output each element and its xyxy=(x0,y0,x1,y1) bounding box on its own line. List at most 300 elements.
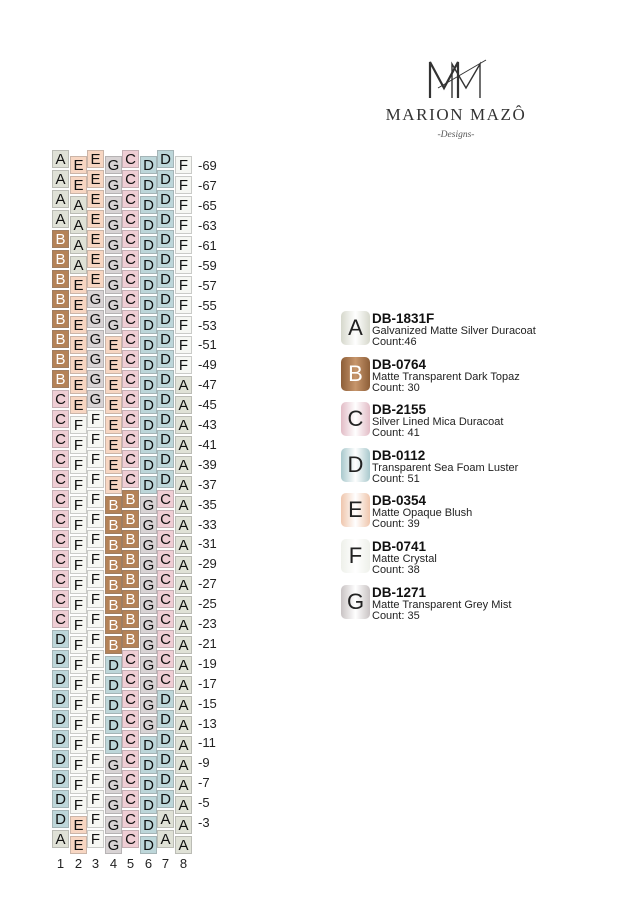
bead-col4-E: E xyxy=(105,356,122,374)
bead-col8-F: F xyxy=(175,176,192,194)
bead-col3-G: G xyxy=(87,390,104,408)
bead-col5-C: C xyxy=(122,750,139,768)
bead-col2-F: F xyxy=(70,736,87,754)
bead-col4-D: D xyxy=(105,676,122,694)
bead-col3-F: F xyxy=(87,470,104,488)
bead-col6-D: D xyxy=(140,196,157,214)
bead-col2-A: A xyxy=(70,256,87,274)
bead-col1-C: C xyxy=(52,490,69,508)
bead-col6-G: G xyxy=(140,656,157,674)
legend-count: Count: 35 xyxy=(372,609,420,622)
bead-col2-F: F xyxy=(70,676,87,694)
bead-col3-F: F xyxy=(87,610,104,628)
legend-code: DB-0764 xyxy=(372,356,427,372)
bead-col7-D: D xyxy=(157,270,174,288)
bead-col2-F: F xyxy=(70,496,87,514)
bead-col7-D: D xyxy=(157,770,174,788)
bead-col5-B: B xyxy=(122,570,139,588)
bead-col1-D: D xyxy=(52,730,69,748)
bead-col6-G: G xyxy=(140,516,157,534)
bead-col7-D: D xyxy=(157,370,174,388)
bead-col2-E: E xyxy=(70,316,87,334)
legend-count: Count: 39 xyxy=(372,518,420,531)
row-label-right: -19 xyxy=(198,655,217,671)
bead-col1-B: B xyxy=(52,290,69,308)
logo-monogram-icon xyxy=(424,58,488,100)
bead-col5-C: C xyxy=(122,150,139,168)
bead-col6-D: D xyxy=(140,296,157,314)
legend-code: DB-0741 xyxy=(372,539,427,554)
bead-col3-F: F xyxy=(87,510,104,528)
bead-col7-C: C xyxy=(157,490,174,508)
bead-col7-C: C xyxy=(157,650,174,668)
bead-col1-C: C xyxy=(52,590,69,608)
bead-col1-A: A xyxy=(52,190,69,208)
bead-col4-G: G xyxy=(105,256,122,274)
bead-col2-A: A xyxy=(70,216,87,234)
bead-col7-D: D xyxy=(157,290,174,308)
bead-col1-B: B xyxy=(52,230,69,248)
bead-col6-D: D xyxy=(140,436,157,454)
legend-name: Matte Transparent Grey Mist xyxy=(372,598,512,611)
bead-col7-D: D xyxy=(157,210,174,228)
bead-col3-E: E xyxy=(87,190,104,208)
bead-col8-A: A xyxy=(175,736,192,754)
bead-col3-G: G xyxy=(87,350,104,368)
bead-col6-D: D xyxy=(140,416,157,434)
bead-col2-F: F xyxy=(70,656,87,674)
bead-col7-D: D xyxy=(157,230,174,248)
legend-item-e xyxy=(341,493,601,533)
bead-col4-G: G xyxy=(105,296,122,314)
bead-col6-D: D xyxy=(140,756,157,774)
row-label-right: -55 xyxy=(198,297,217,313)
bead-col5-B: B xyxy=(122,510,139,528)
legend-code: DB-1831F xyxy=(372,311,435,326)
bead-col5-C: C xyxy=(122,690,139,708)
legend-name: Matte Transparent Dark Topaz xyxy=(372,370,520,383)
legend-code: DB-0354 xyxy=(372,493,427,509)
bead-col7-D: D xyxy=(157,430,174,448)
bead-col6-G: G xyxy=(140,616,157,634)
bead-col5-C: C xyxy=(122,650,139,668)
bead-col7-D: D xyxy=(157,470,174,488)
bead-col8-A: A xyxy=(175,676,192,694)
bead-col4-B: B xyxy=(105,496,122,514)
row-label-right: -5 xyxy=(198,795,210,811)
bead-col2-E: E xyxy=(70,336,87,354)
bead-col4-G: G xyxy=(105,796,122,814)
legend-count: Count:46 xyxy=(372,336,417,348)
bead-col5-C: C xyxy=(122,770,139,788)
bead-col4-B: B xyxy=(105,536,122,554)
legend-name: Transparent Sea Foam Luster xyxy=(372,461,519,474)
bead-col3-G: G xyxy=(87,330,104,348)
bead-col6-D: D xyxy=(140,476,157,494)
bead-col4-B: B xyxy=(105,636,122,654)
row-label-right: -43 xyxy=(198,417,217,432)
row-label-right: -35 xyxy=(198,496,217,512)
bead-col5-C: C xyxy=(122,450,139,468)
bead-col8-A: A xyxy=(175,456,192,474)
bead-col1-D: D xyxy=(52,770,69,788)
bead-col8-F: F xyxy=(175,296,192,314)
bead-col8-A: A xyxy=(175,396,192,414)
bead-col5-C: C xyxy=(122,410,139,428)
bead-col1-C: C xyxy=(52,390,69,408)
bead-col5-C: C xyxy=(122,250,139,268)
bead-col1-C: C xyxy=(52,450,69,468)
bead-col7-D: D xyxy=(157,250,174,268)
bead-col8-A: A xyxy=(175,596,192,614)
bead-col8-F: F xyxy=(175,356,192,374)
bead-col8-A: A xyxy=(175,576,192,594)
bead-col6-D: D xyxy=(140,836,157,854)
bead-col5-C: C xyxy=(122,370,139,388)
bead-col6-G: G xyxy=(140,596,157,614)
bead-col2-F: F xyxy=(70,636,87,654)
bead-col4-D: D xyxy=(105,696,122,714)
bead-col5-C: C xyxy=(122,790,139,808)
column-label: 4 xyxy=(109,856,118,871)
bead-col6-G: G xyxy=(140,576,157,594)
bead-col7-C: C xyxy=(157,610,174,628)
row-label-right: -7 xyxy=(198,775,210,791)
bead-col2-A: A xyxy=(70,196,87,214)
bead-col3-E: E xyxy=(87,170,104,188)
legend-item-a xyxy=(341,311,601,351)
bead-col8-A: A xyxy=(175,536,192,554)
bead-col5-B: B xyxy=(122,630,139,648)
bead-col1-B: B xyxy=(52,370,69,388)
legend-code: DB-2155 xyxy=(372,402,427,418)
bead-col1-C: C xyxy=(52,570,69,588)
row-label-right: -69 xyxy=(198,158,217,174)
bead-col8-A: A xyxy=(175,816,192,834)
bead-col6-D: D xyxy=(140,256,157,274)
bead-col8-F: F xyxy=(175,316,192,334)
bead-col1-A: A xyxy=(52,830,69,848)
legend-item-c xyxy=(341,402,601,442)
bead-col3-F: F xyxy=(87,650,104,668)
bead-col4-B: B xyxy=(105,556,122,574)
bead-col5-C: C xyxy=(122,810,139,828)
bead-col1-A: A xyxy=(52,210,69,228)
bead-col1-D: D xyxy=(52,630,69,648)
legend-swatch: A xyxy=(341,311,370,345)
bead-col3-F: F xyxy=(87,570,104,588)
bead-col1-D: D xyxy=(52,690,69,708)
row-label-right: -51 xyxy=(198,337,217,353)
bead-col3-F: F xyxy=(87,530,104,548)
bead-col1-C: C xyxy=(52,410,69,428)
bead-col2-F: F xyxy=(70,696,87,714)
bead-col5-C: C xyxy=(122,670,139,688)
bead-col4-E: E xyxy=(105,376,122,394)
bead-col4-G: G xyxy=(105,776,122,794)
bead-col3-F: F xyxy=(87,670,104,688)
bead-col5-C: C xyxy=(122,290,139,308)
bead-col3-F: F xyxy=(87,590,104,608)
bead-col8-A: A xyxy=(175,836,192,854)
bead-col3-E: E xyxy=(87,150,104,168)
bead-col2-F: F xyxy=(70,516,87,534)
row-label-right: -45 xyxy=(198,397,217,413)
bead-col3-F: F xyxy=(87,490,104,508)
bead-col1-C: C xyxy=(52,610,69,628)
bead-col1-D: D xyxy=(52,750,69,768)
bead-col8-F: F xyxy=(175,276,192,294)
bead-col3-G: G xyxy=(87,370,104,388)
bead-col6-G: G xyxy=(140,716,157,734)
legend-code: DB-1271 xyxy=(372,584,427,600)
brand-name: MARION MAZÔ xyxy=(385,105,527,124)
bead-col2-E: E xyxy=(70,376,87,394)
legend-name: Galvanized Matte Silver Duracoat xyxy=(372,325,536,337)
bead-col7-C: C xyxy=(157,550,174,568)
bead-col2-F: F xyxy=(70,456,87,474)
bead-col6-D: D xyxy=(140,816,157,834)
legend-item-g xyxy=(341,585,601,625)
bead-col3-F: F xyxy=(87,750,104,768)
bead-col8-A: A xyxy=(175,476,192,494)
bead-col7-D: D xyxy=(157,690,174,708)
legend-code: DB-0112 xyxy=(372,447,426,463)
bead-col2-F: F xyxy=(70,596,87,614)
bead-col3-F: F xyxy=(87,770,104,788)
bead-col8-A: A xyxy=(175,436,192,454)
row-label-right: -15 xyxy=(198,695,217,711)
bead-col7-D: D xyxy=(157,790,174,808)
bead-col7-D: D xyxy=(157,730,174,748)
bead-col2-F: F xyxy=(70,576,87,594)
bead-col6-D: D xyxy=(140,276,157,294)
legend-swatch: D xyxy=(341,448,370,482)
bead-col7-A: A xyxy=(157,830,174,848)
bead-col1-C: C xyxy=(52,550,69,568)
legend-count: Count: 30 xyxy=(372,381,420,394)
bead-col8-F: F xyxy=(175,336,192,354)
row-label-right: -27 xyxy=(198,576,217,592)
bead-col7-C: C xyxy=(157,570,174,588)
bead-col4-D: D xyxy=(105,716,122,734)
bead-col2-E: E xyxy=(70,296,87,314)
legend-item-b xyxy=(341,357,601,397)
bead-col8-F: F xyxy=(175,156,192,174)
bead-col7-C: C xyxy=(157,510,174,528)
bead-col1-C: C xyxy=(52,470,69,488)
bead-col4-E: E xyxy=(105,336,122,354)
bead-col8-F: F xyxy=(175,256,192,274)
bead-col2-E: E xyxy=(70,836,87,854)
bead-col7-C: C xyxy=(157,630,174,648)
bead-col7-D: D xyxy=(157,710,174,728)
row-label-right: -3 xyxy=(198,815,210,830)
bead-col1-B: B xyxy=(52,350,69,368)
row-label-right: -39 xyxy=(198,456,217,472)
bead-col3-F: F xyxy=(87,410,104,428)
bead-col6-D: D xyxy=(140,236,157,254)
bead-col4-G: G xyxy=(105,216,122,234)
row-label-right: -33 xyxy=(198,516,217,532)
row-label-right: -31 xyxy=(198,536,217,552)
bead-col6-G: G xyxy=(140,556,157,574)
bead-col6-D: D xyxy=(140,456,157,474)
bead-col5-C: C xyxy=(122,330,139,348)
bead-col7-A: A xyxy=(157,810,174,828)
column-label: 5 xyxy=(126,856,135,871)
bead-col2-E: E xyxy=(70,816,87,834)
bead-col6-G: G xyxy=(140,496,157,514)
bead-col8-A: A xyxy=(175,616,192,634)
bead-col4-G: G xyxy=(105,176,122,194)
bead-col8-A: A xyxy=(175,716,192,734)
column-label: 1 xyxy=(56,856,65,871)
bead-col2-F: F xyxy=(70,616,87,634)
bead-col2-E: E xyxy=(70,176,87,194)
bead-col1-C: C xyxy=(52,530,69,548)
bead-col3-F: F xyxy=(87,450,104,468)
bead-col1-A: A xyxy=(52,150,69,168)
bead-col7-D: D xyxy=(157,330,174,348)
column-label: 8 xyxy=(179,856,188,871)
bead-col3-E: E xyxy=(87,250,104,268)
legend-swatch: B xyxy=(341,357,370,391)
bead-col4-E: E xyxy=(105,456,122,474)
bead-col4-B: B xyxy=(105,616,122,634)
bead-col8-F: F xyxy=(175,236,192,254)
bead-col5-B: B xyxy=(122,590,139,608)
legend-item-f xyxy=(341,539,601,579)
bead-col1-D: D xyxy=(52,810,69,828)
bead-col2-F: F xyxy=(70,756,87,774)
legend-name: Silver Lined Mica Duracoat xyxy=(372,416,504,429)
row-label-right: -67 xyxy=(198,178,217,194)
row-label-right: -25 xyxy=(198,596,217,612)
bead-col5-B: B xyxy=(122,610,139,628)
bead-col7-D: D xyxy=(157,310,174,328)
bead-col3-G: G xyxy=(87,290,104,308)
bead-col2-A: A xyxy=(70,236,87,254)
bead-col4-G: G xyxy=(105,816,122,834)
bead-col1-D: D xyxy=(52,650,69,668)
bead-col5-C: C xyxy=(122,730,139,748)
bead-col8-A: A xyxy=(175,516,192,534)
bead-col2-F: F xyxy=(70,436,87,454)
bead-col4-D: D xyxy=(105,656,122,674)
row-label-right: -23 xyxy=(198,616,217,631)
bead-col3-F: F xyxy=(87,630,104,648)
bead-col4-E: E xyxy=(105,436,122,454)
bead-col2-F: F xyxy=(70,416,87,434)
bead-col6-D: D xyxy=(140,356,157,374)
column-label: 2 xyxy=(74,856,83,871)
bead-col7-C: C xyxy=(157,670,174,688)
bead-col4-G: G xyxy=(105,836,122,854)
legend-count: Count: 38 xyxy=(372,564,420,576)
column-label: 7 xyxy=(161,856,170,871)
bead-col6-G: G xyxy=(140,636,157,654)
bead-col4-E: E xyxy=(105,476,122,494)
bead-col8-F: F xyxy=(175,196,192,214)
bead-col5-C: C xyxy=(122,470,139,488)
bead-col1-D: D xyxy=(52,790,69,808)
bead-col8-A: A xyxy=(175,376,192,394)
bead-col4-B: B xyxy=(105,516,122,534)
bead-col6-D: D xyxy=(140,796,157,814)
bead-col3-F: F xyxy=(87,430,104,448)
bead-col8-A: A xyxy=(175,656,192,674)
bead-col2-F: F xyxy=(70,796,87,814)
bead-col3-F: F xyxy=(87,830,104,848)
row-label-right: -41 xyxy=(198,436,217,452)
row-label-right: -21 xyxy=(198,635,217,651)
bead-col3-F: F xyxy=(87,810,104,828)
bead-col8-A: A xyxy=(175,556,192,574)
bead-col5-C: C xyxy=(122,830,139,848)
bead-col3-F: F xyxy=(87,710,104,728)
legend-swatch: C xyxy=(341,402,370,436)
bead-col6-D: D xyxy=(140,336,157,354)
bead-col4-G: G xyxy=(105,236,122,254)
row-label-right: -63 xyxy=(198,218,217,233)
bead-col2-F: F xyxy=(70,716,87,734)
row-label-right: -61 xyxy=(198,237,217,253)
bead-col4-G: G xyxy=(105,196,122,214)
bead-col3-F: F xyxy=(87,730,104,748)
bead-col7-C: C xyxy=(157,530,174,548)
bead-col2-E: E xyxy=(70,156,87,174)
bead-col6-G: G xyxy=(140,696,157,714)
bead-col5-C: C xyxy=(122,390,139,408)
row-label-right: -47 xyxy=(198,377,217,393)
row-label-right: -29 xyxy=(198,556,217,572)
bead-col7-C: C xyxy=(157,590,174,608)
bead-col2-F: F xyxy=(70,536,87,554)
bead-col1-D: D xyxy=(52,710,69,728)
bead-col2-E: E xyxy=(70,276,87,294)
bead-col1-D: D xyxy=(52,670,69,688)
bead-col5-B: B xyxy=(122,550,139,568)
bead-col6-D: D xyxy=(140,736,157,754)
bead-col1-A: A xyxy=(52,170,69,188)
row-label-right: -11 xyxy=(198,735,216,751)
column-label: 3 xyxy=(91,856,100,871)
bead-col7-D: D xyxy=(157,190,174,208)
bead-col6-D: D xyxy=(140,316,157,334)
bead-col4-E: E xyxy=(105,396,122,414)
row-label-right: -59 xyxy=(198,257,217,273)
bead-col8-F: F xyxy=(175,216,192,234)
bead-col7-D: D xyxy=(157,390,174,408)
bead-col5-C: C xyxy=(122,310,139,328)
bead-col4-D: D xyxy=(105,736,122,754)
bead-col5-B: B xyxy=(122,530,139,548)
bead-col7-D: D xyxy=(157,350,174,368)
row-label-right: -13 xyxy=(198,715,217,731)
bead-col6-G: G xyxy=(140,676,157,694)
bead-col6-D: D xyxy=(140,776,157,794)
bead-col4-G: G xyxy=(105,156,122,174)
bead-col5-C: C xyxy=(122,190,139,208)
legend-name: Matte Crystal xyxy=(372,553,437,565)
bead-col5-C: C xyxy=(122,210,139,228)
bead-col5-C: C xyxy=(122,710,139,728)
bead-col1-B: B xyxy=(52,270,69,288)
bead-col3-E: E xyxy=(87,210,104,228)
brand-logo xyxy=(366,58,546,148)
bead-col5-C: C xyxy=(122,270,139,288)
